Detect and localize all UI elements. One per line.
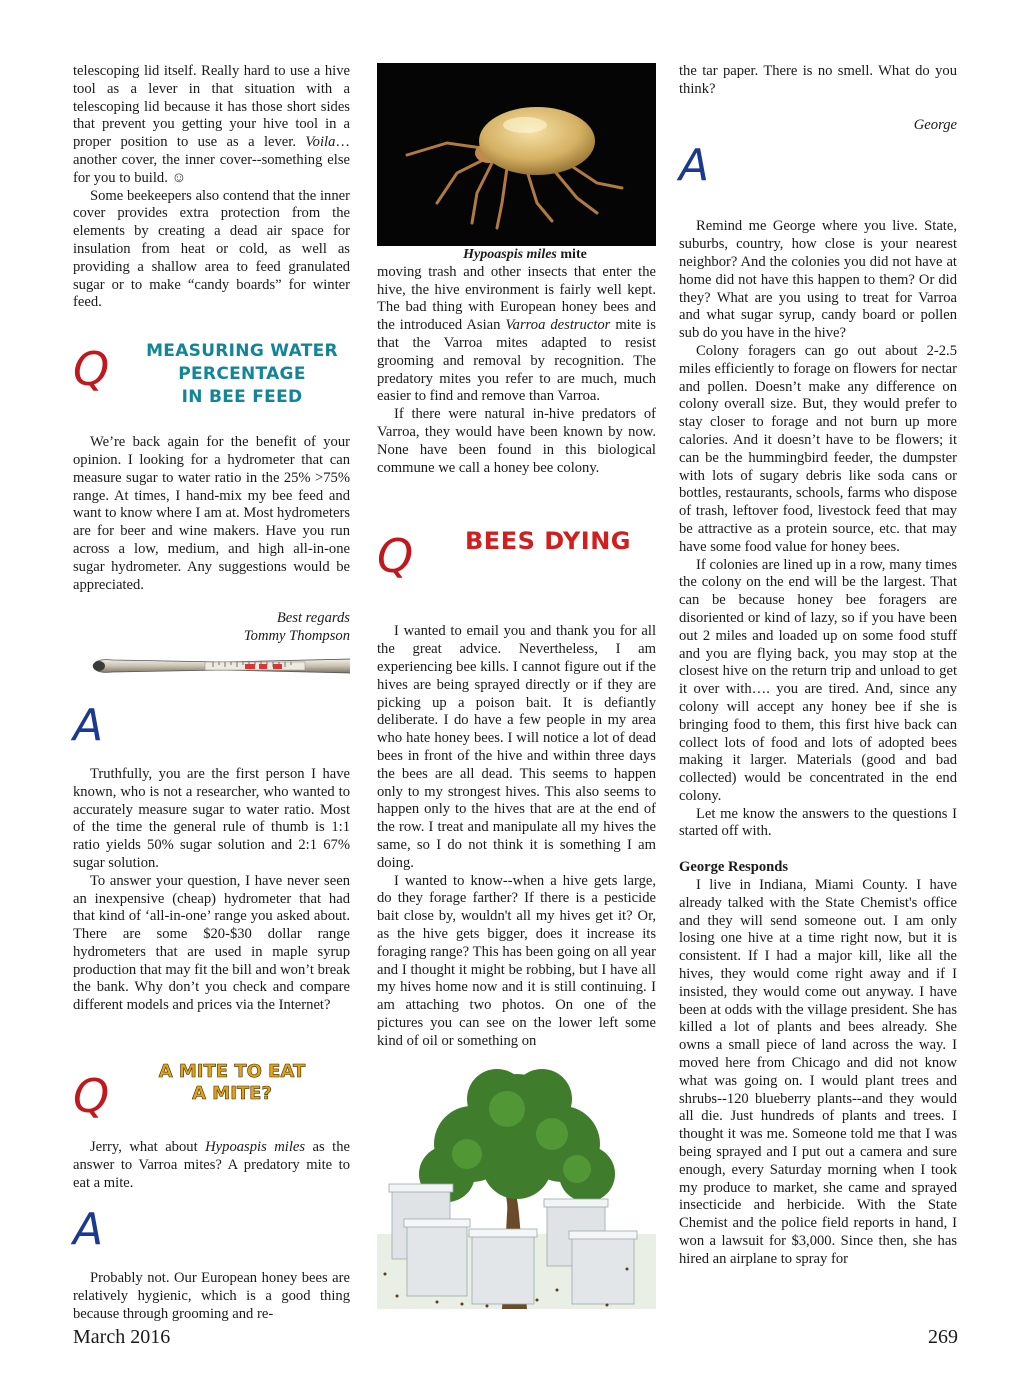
paragraph: Probably not. Our European honey bees are relatively hygienic, which is a good thing because through grooming and re- xyxy=(73,1270,350,1323)
paragraph: To answer your question, I have never seen an inexpensive (cheap) hydrometer that had that kind of ‘all-in-one’ range you asked about. There are some $20-$30 dollar range hydrometers that are used in maple syrup production that may fit the bill and won’t break the bank. Why don’t you check and compare different models and prices via the Internet? xyxy=(73,872,350,1014)
paragraph: Some beekeepers also contend that the inner cover provides extra protection from the elements by creating a dead air space for insulation from heat or cold, as well as providing a shallow area to feed granulated sugar or to make “candy boards” for winter feed. xyxy=(73,187,350,311)
column-3 xyxy=(679,63,957,1269)
section-title: BEES DYING xyxy=(465,527,631,556)
paragraph: Remind me George where you live. State, suburbs, country, how close is your nearest neighbor? And the colonies you did not have at home did not have this happen to them? Or did they? What are you using to treat for Varroa and what sugar syrup, candy board or pollen sub do you have in the hive? xyxy=(679,218,957,342)
hive-tree-illustration xyxy=(377,1064,656,1309)
question-header-bees-dying xyxy=(377,513,656,623)
paragraph: Let me know the answers to the questions I started off with. xyxy=(679,805,957,840)
answer-header xyxy=(679,134,957,218)
page-number: 269 xyxy=(928,1326,958,1348)
signature: Best regards xyxy=(276,610,350,627)
answer-letter: A xyxy=(73,1204,104,1256)
question-header-mite-to-eat xyxy=(73,1053,350,1139)
paragraph: We’re back again for the benefit of your opinion. I looking for a hydrometer that can measure sugar to water ratio in the 25% >75% range. At times, I hand-mix my bee feed and want to know where I am at. Most hydrometers are for beer and wine makers. Have you run across a low, medium, and high all-in-one sugar hydrometer. Any suggestions would be appreciated. xyxy=(73,434,350,593)
section-title: MEASURING WATER PERCENTAGE IN BEE FEED xyxy=(146,341,338,408)
paragraph: If there were natural in-hive predators of Varroa, they would have been known by now. None have been found in this biological commune we call a honey bee colony. xyxy=(377,406,656,476)
answer-header xyxy=(73,1192,350,1270)
paragraph: moving trash and other insects that enter the hive, the hive environment is fairly well kept. The bad thing with European honey bees and the introduced Asian Varroa destructor mite is that the Varroa mites adapted to resist grooming and removal by recognition. The predatory mites you refer to are much, much easier to find and remove than Varroa. xyxy=(377,263,656,405)
signature: Tommy Thompson xyxy=(243,628,350,645)
answer-letter: A xyxy=(679,140,710,192)
answer-header xyxy=(73,690,350,766)
section-title: A MITE TO EAT A MITE? xyxy=(158,1061,306,1105)
hydrometer-image xyxy=(73,646,350,690)
paragraph: telescoping lid itself. Really hard to use a hive tool as a lever in that situation with a telescoping lid because it has those short sides that prevent you getting your hive tool in a proper position to use as a lever. Voila…another cover, the inner cover--something else for you to build. ☺ xyxy=(73,63,350,186)
column-1 xyxy=(73,63,350,1324)
question-letter: Q xyxy=(377,529,414,584)
question-letter: Q xyxy=(73,342,110,397)
paragraph: If colonies are lined up in a row, many times the colony on the end will be the largest. That can be because honey bee foragers are disoriented or kind of lazy, so if you have been out 2 miles and loaded up on some food stuff and you are flying back, you may stop at the closest hive on the return trip and unload to get it over with…. you are tired. And, since any colony will accept any honey bee if she is bringing food to them, this first hive back can collect lots of food and lots of adopted bees making it larger. Materials (good and bad collected) would be concentrated in the end colony. xyxy=(679,556,957,804)
paragraph: Colony foragers can go out about 2-2.5 miles efficiently to forage on flowers for nectar and pollen. Doesn’t make any difference on colony overall size. But, they would prefer to stay closer to forage and not burn up more calories. And it doesn’t have to be flowers; it can be the hummingbird feeder, the dumpster with lots of sugary debris like soda cans or bottles, restaurants, schools, farms who dispose of trash, leftover food, livestock feed that may be attractive as a protein source, etc. that may have some food value for honey bees. xyxy=(679,342,957,555)
paragraph: Jerry, what about Hypoaspis miles as the answer to Varroa mites? A predatory mite to eat a mite. xyxy=(73,1139,350,1191)
paragraph: I wanted to know--when a hive gets large, do they forage farther? If there is a pesticide bait close by, wouldn't all my hives get it? Or, as the hive gets bigger, does it increase its foraging range? This has been going on all year and I thought it might be robbing, but I have all my hives home now and it is still continuing. I am attaching two photos. On one of the pictures you can see on the lower left some kind of oil or something on xyxy=(377,872,656,1049)
subheading: George Responds xyxy=(679,859,789,876)
paragraph: the tar paper. There is no smell. What do you think? xyxy=(679,63,957,97)
photo-caption: Hypoaspis miles mite xyxy=(463,247,587,262)
paragraph: Truthfully, you are the first person I have known, who is not a researcher, who wanted to accurately measure sugar to water ratio. Most of the time the general rule of thumb is 1:1 ratio yields 50% sugar solution and 2:1 67% sugar solution. xyxy=(73,765,350,871)
question-header-measuring-water xyxy=(73,336,350,434)
footer-date: March 2016 xyxy=(73,1326,171,1348)
signature: George xyxy=(913,116,957,133)
paragraph: I live in Indiana, Miami County. I have already talked with the State Chemist's office and they will send someone out. I am only losing one hive at a time right now, but it is consistent. If I had a major kill, like all the hives, they would come right away and if I insisted, they would come out anyway. I have been at odds with the village president. She has killed a lot of plants and bees already. She owns a small piece of land across the way. I moved here from Chicago and did not know what was going on. I would plant trees and shrubs--120 blueberry plants--and they would all die. Just hundreds of plants and trees. I thought it was me. Someone told me that I was being sprayed and I put out a camera and sure enough, every Saturday morning when I took my produce to market, she came and sprayed insecticide and herbicide. With the State Chemist and the police field reports in hand, I won a lawsuit for $3,000. Since then, she has hired an airplane to spray for xyxy=(679,877,957,1267)
paragraph: I wanted to email you and thank you for all the great advice. Nevertheless, I am experiencing bee kills. I cannot figure out if the hives are being sprayed directly or if they are picking up a poison bait. It is defiantly deliberate. I do have a few people in my area who hate honey bees. I will notice a lot of dead bees in front of the hive and within three days the bees are all dead. This seems to happen only to my strongest hives. This also seems to happen only to the hives that are at the end of the row. I treat and manipulate all my hives the same, so I do not think it is something I am doing. xyxy=(377,623,656,871)
answer-letter: A xyxy=(73,699,104,751)
mite-photo xyxy=(377,63,656,246)
question-letter: Q xyxy=(73,1069,110,1124)
column-2 xyxy=(377,63,656,1309)
